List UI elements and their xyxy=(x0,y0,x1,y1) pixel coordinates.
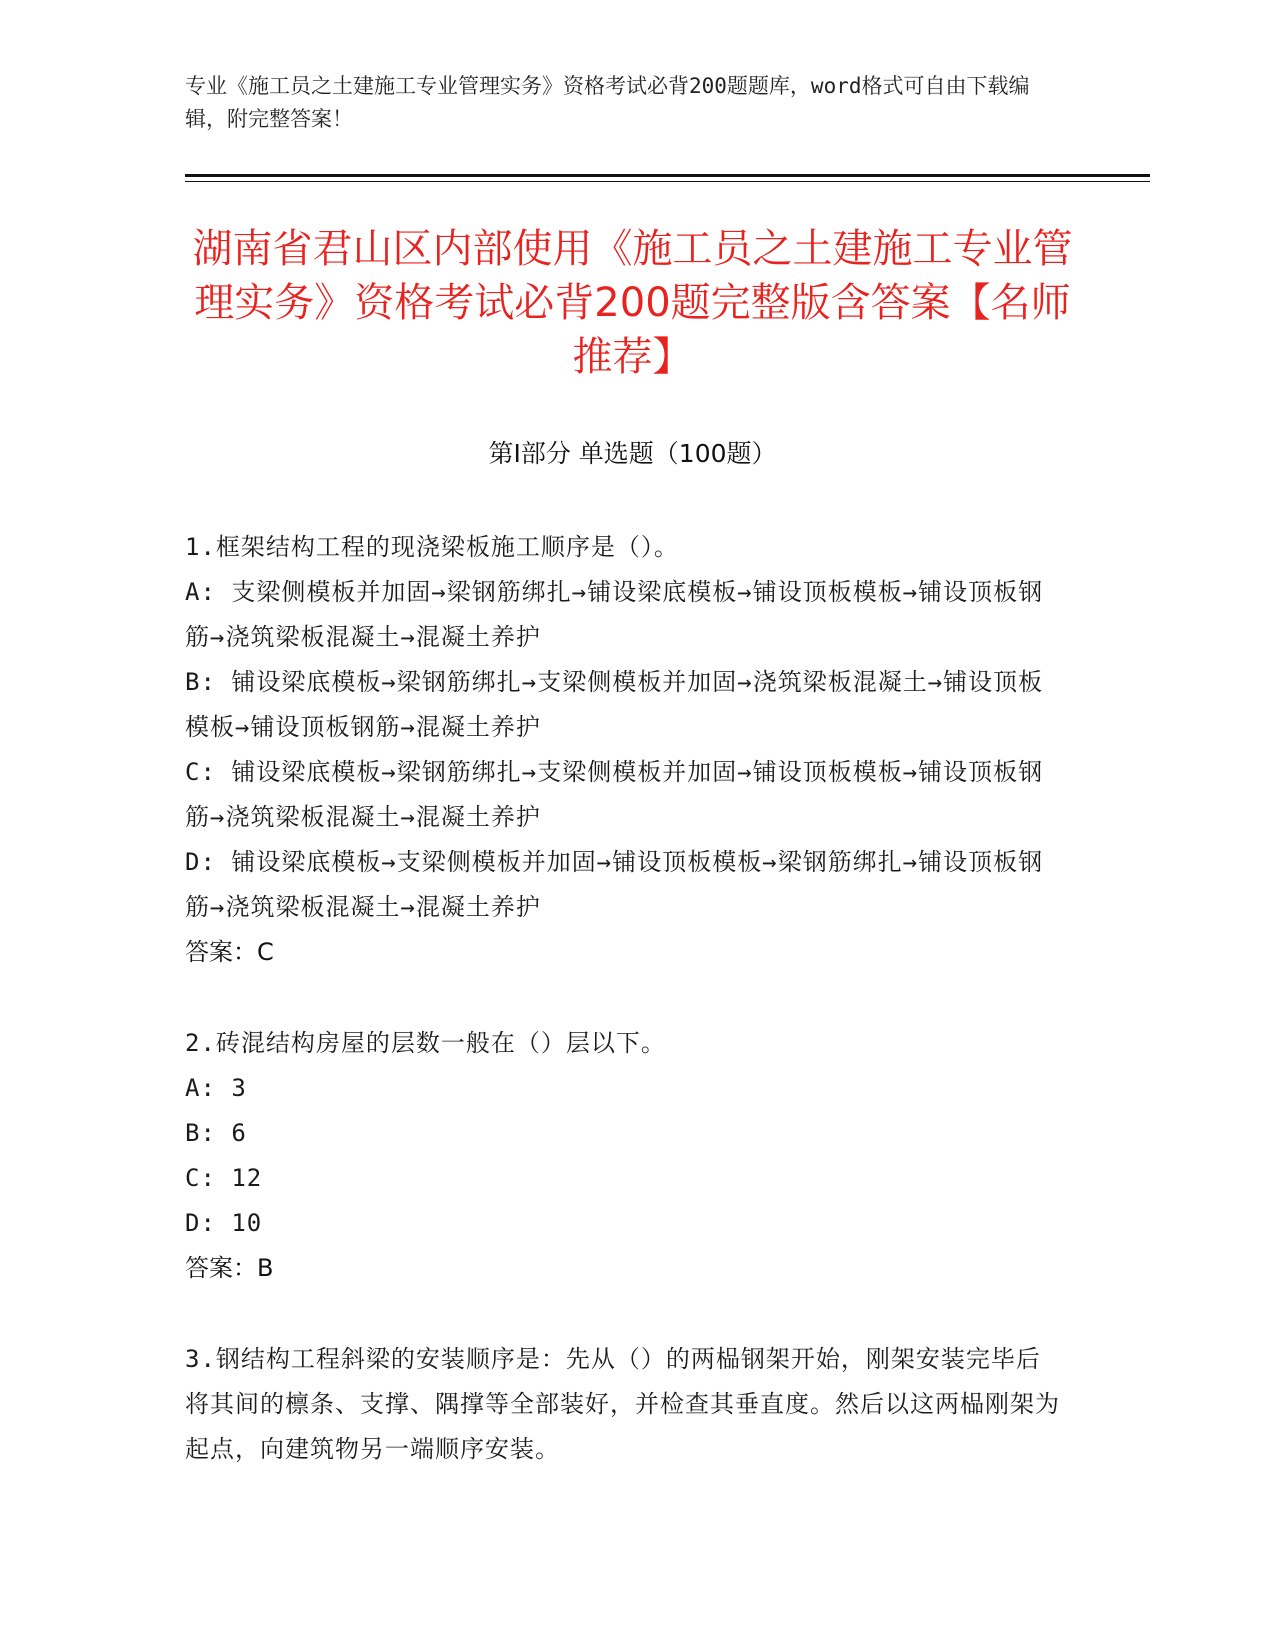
option-c: C: 铺设梁底模板→梁钢筋绑扎→支梁侧模板并加固→铺设顶板模板→铺设顶板钢筋→浇筑梁板混凝土→混凝土养护 xyxy=(185,758,1044,831)
question-stem: 1.框架结构工程的现浇梁板施工顺序是（）。 xyxy=(185,533,679,561)
answer: 答案：C xyxy=(185,938,274,966)
section-heading: 第I部分 单选题（100题） xyxy=(488,439,777,468)
header-divider-thin xyxy=(185,181,1150,182)
option-b: B: 铺设梁底模板→梁钢筋绑扎→支梁侧模板并加固→浇筑梁板混凝土→铺设顶板模板→铺设顶板钢筋→混凝土养护 xyxy=(185,668,1044,741)
option-a: A: 支梁侧模板并加固→梁钢筋绑扎→铺设梁底模板→铺设顶板模板→铺设顶板钢筋→浇筑梁板混凝土→混凝土养护 xyxy=(185,578,1044,651)
question-3 xyxy=(185,1337,1065,1472)
answer: 答案：B xyxy=(185,1254,274,1282)
question-stem: 3.钢结构工程斜梁的安装顺序是：先从（）的两榀钢架开始，刚架安装完毕后将其间的檩条、支撑、隅撑等全部装好，并检查其垂直度。然后以这两榀刚架为起点，向建筑物另一端顺序安装。 xyxy=(185,1345,1060,1463)
option-d: D: 10 xyxy=(185,1209,263,1237)
header-divider-thick xyxy=(185,174,1150,177)
question-list xyxy=(185,525,1065,1518)
header-note: 专业《施工员之土建施工专业管理实务》资格考试必背200题题库，word格式可自由下载编辑，附完整答案！ xyxy=(185,74,1030,131)
option-d: D: 铺设梁底模板→支梁侧模板并加固→铺设顶板模板→梁钢筋绑扎→铺设顶板钢筋→浇筑梁板混凝土→混凝土养护 xyxy=(185,848,1044,921)
document-title: 湖南省君山区内部使用《施工员之土建施工专业管理实务》资格考试必背200题完整版含答案【名师推荐】 xyxy=(192,226,1073,380)
question-1 xyxy=(185,525,1065,975)
question-stem: 2.砖混结构房屋的层数一般在（）层以下。 xyxy=(185,1029,666,1057)
option-c: C: 12 xyxy=(185,1164,263,1192)
option-a: A: 3 xyxy=(185,1074,247,1102)
option-b: B: 6 xyxy=(185,1119,247,1147)
question-2 xyxy=(185,1021,1065,1291)
